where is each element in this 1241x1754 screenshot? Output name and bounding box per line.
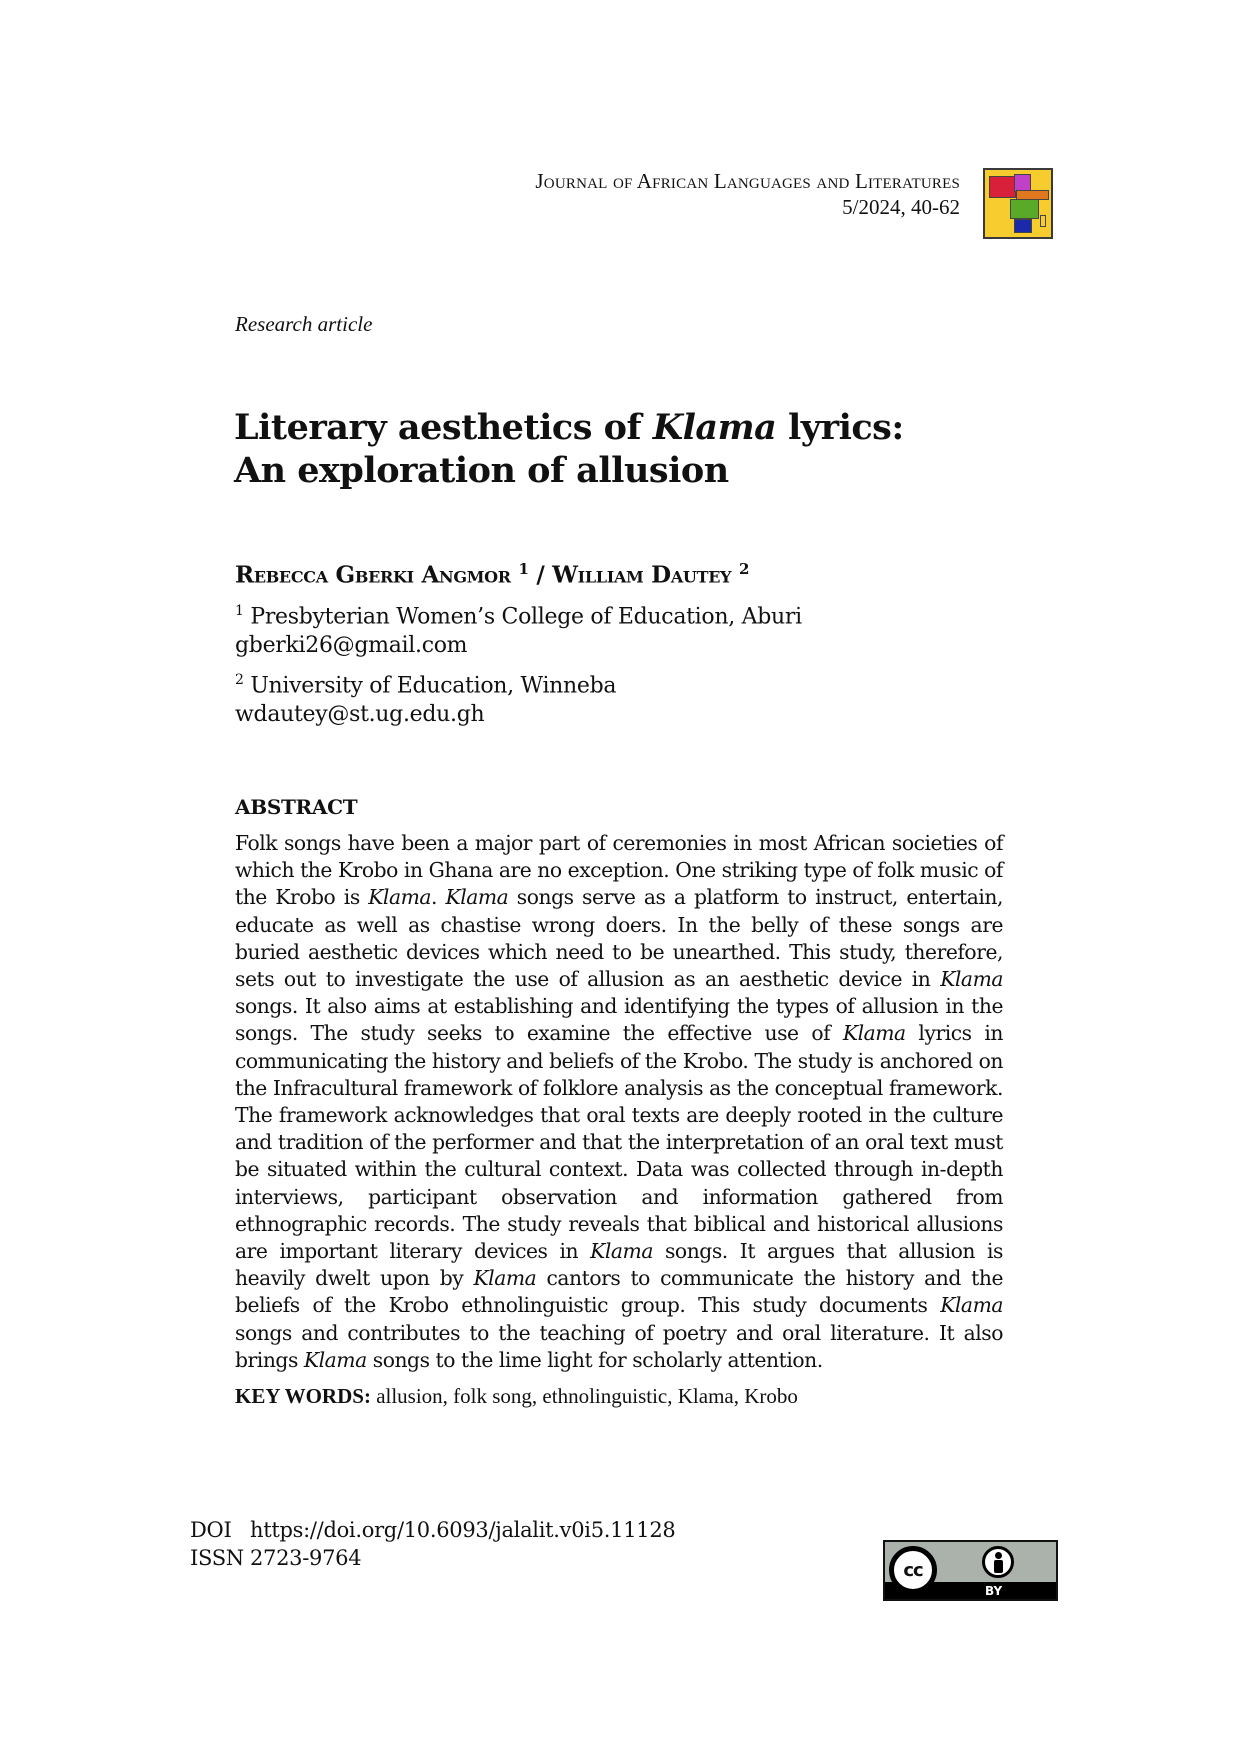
affiliation (235, 597, 802, 660)
abstract-italic-term: Klama (473, 1266, 537, 1291)
abstract-italic-term: Klama (445, 885, 509, 910)
abstract-italic-term: Klama (368, 885, 432, 910)
title-text-after: lyrics: (776, 407, 904, 448)
author-name: Rebecca Gberki Angmor (235, 561, 511, 589)
affiliation-email[interactable]: gberki26@gmail.com (235, 633, 468, 659)
abstract-italic-term: Klama (303, 1347, 367, 1372)
author-separator: / (528, 561, 553, 589)
abstract-italic-term: Klama (940, 967, 1003, 992)
article-type: Research article (235, 312, 373, 336)
title-subtitle: An exploration of allusion (234, 450, 729, 491)
issn-line (190, 1546, 361, 1570)
author-mark: 1 (518, 560, 529, 578)
affiliation-institution: University of Education, Winneba (250, 673, 617, 699)
by-label: BY (985, 1584, 1003, 1598)
affiliation-institution: Presbyterian Women’s College of Education, Aburi (250, 604, 802, 630)
title-text-before: Literary aesthetics of (234, 407, 653, 448)
abstract-text-segment: cantors to communicate the history and the beliefs of the Krobo ethnolinguistic group. This study documents (235, 1266, 1004, 1318)
title-text-italic: Klama (652, 407, 777, 448)
article-title (234, 406, 1034, 492)
journal-header (400, 168, 960, 220)
doi-line (190, 1518, 675, 1542)
abstract-italic-term: Klama (842, 1021, 906, 1046)
keywords (235, 1384, 798, 1409)
doi-link[interactable]: https://doi.org/10.6093/jalalit.v0i5.11128 (250, 1518, 676, 1542)
affiliation-mark: 1 (235, 603, 244, 619)
author-name: William Dautey (552, 561, 732, 589)
abstract-text-segment: songs and contributes to the teaching of poetry and oral literature. It also brings (235, 1320, 1003, 1372)
issn-value: 2723-9764 (250, 1546, 362, 1570)
journal-logo-icon (983, 168, 1053, 239)
attribution-person-icon (982, 1546, 1014, 1578)
abstract-text-segment: songs to the lime light for scholarly attention. (366, 1347, 823, 1372)
affiliation-email[interactable]: wdautey@st.ug.edu.gh (235, 702, 485, 728)
affiliation (235, 666, 616, 729)
abstract-text-segment: . (431, 885, 446, 910)
cc-by-license-badge[interactable] (883, 1540, 1058, 1601)
keywords-label: KEY WORDS: (235, 1384, 371, 1408)
journal-title: Journal of African Languages and Literatures (535, 169, 960, 193)
author-list (235, 560, 749, 589)
abstract-text-segment: Folk songs have been a major part of ceremonies in most African societies of which the Krobo in Ghana are no exception. One striking type of folk music of the Krobo is (235, 831, 1003, 910)
affiliation-mark: 2 (235, 672, 244, 688)
abstract-body (235, 830, 1003, 1374)
abstract-heading: ABSTRACT (235, 795, 358, 819)
journal-issue: 5/2024, 40-62 (842, 195, 960, 219)
abstract-text-segment: lyrics in communicating the history and beliefs of the Krobo. The study is anchored on the Infracultural framework of folklore analysis as the conceptual framework. The framework acknowledges that oral texts are deeply rooted in the culture and tradition of the performer and that the interpretation of an oral text must be situated within the cultural context. Data was collected through in-depth interviews, participant observation and information gathered from ethnographic records. The study reveals that biblical and historical allusions are important literary devices in (235, 1021, 1003, 1264)
abstract-italic-term: Klama (590, 1239, 653, 1264)
creative-commons-icon: cc (889, 1546, 937, 1594)
author-mark: 2 (738, 560, 750, 578)
abstract-text-segment: songs. It also aims at establishing and identifying the types of allusion in the songs. The study seeks to examine the effective use of (235, 994, 1003, 1046)
keywords-value: allusion, folk song, ethnolinguistic, Klama, Krobo (370, 1384, 798, 1408)
doi-label: DOI (190, 1518, 232, 1542)
abstract-italic-term: Klama (940, 1293, 1003, 1318)
abstract-text-segment: songs serve as a platform to instruct, entertain, educate as well as chastise wrong doers. In the belly of these songs are buried aesthetic devices which need to be unearthed. This study, therefore, sets out to investigate the use of allusion as an aesthetic device in (235, 885, 1003, 992)
issn-label: ISSN (190, 1546, 244, 1570)
abstract-text-segment: songs. It argues that allusion is heavily dwelt upon by (235, 1239, 1003, 1291)
